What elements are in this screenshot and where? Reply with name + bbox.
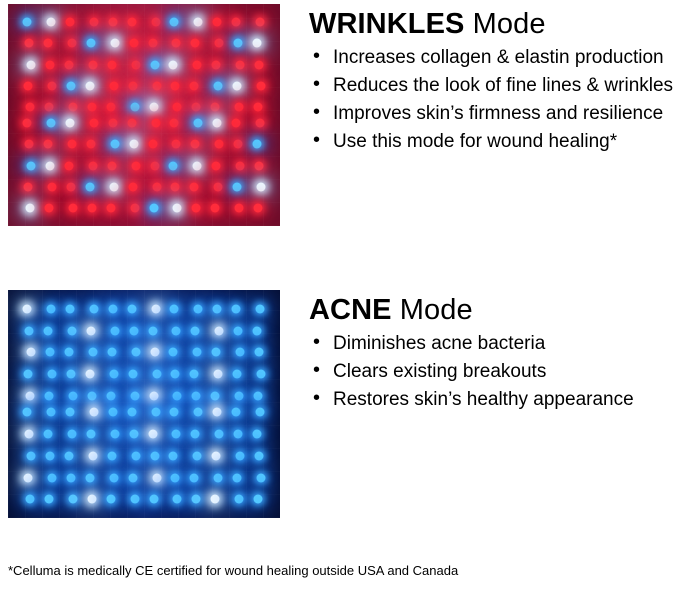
section-acne	[8, 290, 634, 518]
acne-text-block	[309, 290, 634, 414]
section-wrinkles	[8, 4, 673, 226]
wrinkles-title	[309, 6, 673, 42]
wrinkles-bullet-list	[309, 44, 673, 155]
list-item: • Diminishes acne bacteria	[309, 330, 634, 357]
list-item: • Increases collagen & elastin production	[309, 44, 673, 71]
list-item: • Improves skin’s firmness and resilience	[309, 100, 673, 127]
acne-led-panel	[8, 290, 280, 518]
wrinkles-led-panel	[8, 4, 280, 226]
list-item: • Restores skin’s healthy appearance	[309, 386, 634, 413]
wrinkles-title-rest: Mode	[464, 8, 546, 40]
acne-title-rest: Mode	[391, 294, 473, 326]
list-item: • Reduces the look of fine lines & wrinkles	[309, 72, 673, 99]
list-item: • Use this mode for wound healing*	[309, 128, 673, 155]
wrinkles-title-strong: WRINKLES	[309, 8, 465, 40]
acne-title-strong: ACNE	[309, 294, 392, 326]
acne-title	[309, 292, 634, 328]
footnote: *Celluma is medically CE certified for wound healing outside USA and Canada	[8, 563, 459, 578]
led-array-wrinkles	[8, 4, 280, 226]
acne-bullet-list	[309, 330, 634, 413]
led-array-acne	[8, 290, 280, 518]
list-item: • Clears existing breakouts	[309, 358, 634, 385]
wrinkles-text-block	[309, 4, 673, 156]
